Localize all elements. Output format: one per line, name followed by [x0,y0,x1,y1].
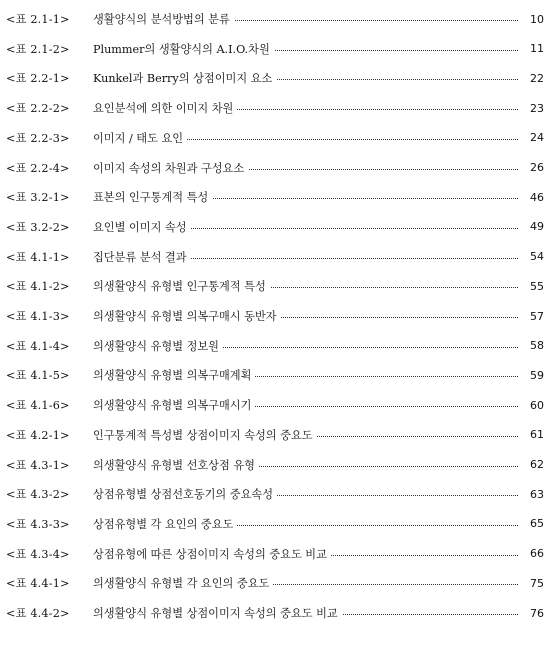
table-title: 요인분석에 의한 이미지 차원 [93,100,237,116]
table-title: 상점유형별 상점선호동기의 중요속성 [93,486,277,502]
table-number: <표 2.2-1> [6,72,70,86]
page-number: 55 [530,279,544,293]
page-number: 58 [530,339,544,353]
table-title: 상점유형에 따른 상점이미지 속성의 중요도 비교 [93,546,331,562]
page-number: 54 [530,250,544,264]
toc-row [0,275,552,297]
table-title: Plummer의 생활양식의 A.I.O.차원 [93,41,274,57]
toc-row [0,364,552,386]
table-number: <표 4.1-1> [6,250,70,264]
table-number: <표 4.3-2> [6,488,70,502]
toc-row [0,67,552,89]
page-number: 49 [530,220,544,234]
table-number: <표 4.1-4> [6,339,70,353]
table-title: 의생활양식 유형별 각 요인의 중요도 [93,575,273,591]
toc-row [0,335,552,357]
toc-row [0,543,552,565]
table-title: 의생활양식 유형별 의복구매시기 [93,397,255,413]
table-number: <표 4.2-1> [6,428,70,442]
toc-row [0,38,552,60]
table-title: 표본의 인구통계적 특성 [93,189,212,205]
page-number: 75 [530,576,544,590]
table-number: <표 4.1-5> [6,369,70,383]
page-number: 11 [530,42,544,56]
toc-row [0,97,552,119]
table-number: <표 4.4-2> [6,607,70,620]
page-number: 76 [530,606,544,620]
toc-row [0,186,552,208]
table-title: 인구통계적 특성별 상점이미지 속성의 중요도 [93,427,317,443]
table-number: <표 4.1-3> [6,310,70,323]
page-number: 60 [530,398,544,412]
page-number: 61 [530,428,544,442]
toc-row [0,602,552,624]
page-number: 65 [530,517,544,531]
table-title: 의생활양식 유형별 인구통계적 특성 [93,278,270,294]
table-title: 이미지 / 태도 요인 [93,130,187,146]
table-title: 의생활양식 유형별 의복구매시 동반자 [93,308,281,324]
table-title: Kunkel과 Berry의 상점이미지 요소 [93,70,276,86]
page-number: 24 [530,131,544,145]
table-title: 의생활양식 유형별 선호상점 유형 [93,457,259,473]
table-number: <표 4.3-3> [6,517,70,531]
table-title: 집단분류 분석 결과 [93,249,191,265]
table-number: <표 4.3-4> [6,547,70,561]
toc-row [0,424,552,446]
toc-row [0,246,552,268]
table-number: <표 2.2-2> [6,102,70,116]
toc-row [0,216,552,238]
table-title: 상점유형별 각 요인의 중요도 [93,516,237,532]
toc-row [0,572,552,594]
toc-row [0,483,552,505]
toc-row [0,513,552,535]
table-title: 의생활양식 유형별 상점이미지 속성의 중요도 비교 [93,605,342,621]
table-number: <표 2.1-2> [6,42,70,56]
table-number: <표 3.2-1> [6,191,70,205]
page-number: 63 [530,487,544,501]
table-number: <표 2.2-4> [6,161,70,175]
table-title: 요인별 이미지 속성 [93,219,191,235]
table-number: <표 4.4-1> [6,577,70,591]
toc-row [0,157,552,179]
table-title: 의생활양식 유형별 정보원 [93,338,223,354]
page-number: 66 [530,547,544,561]
table-number: <표 4.1-6> [6,399,70,413]
table-title: 의생활양식 유형별 의복구매계획 [93,367,255,383]
toc-row [0,454,552,476]
page-number: 46 [530,190,544,204]
page-number: 10 [530,12,544,26]
page-number: 59 [530,368,544,382]
table-title: 생활양식의 분석방법의 분류 [93,11,234,27]
toc-row [0,127,552,149]
table-title: 이미지 속성의 차원과 구성요소 [93,160,248,176]
page-number: 57 [530,309,544,323]
table-number: <표 2.2-3> [6,131,70,145]
page-number: 22 [530,71,544,85]
table-number: <표 3.2-2> [6,220,70,234]
toc-row [0,394,552,416]
table-number: <표 2.1-1> [6,13,70,26]
page-number: 26 [530,161,544,174]
toc-row [0,305,552,327]
page-number: 62 [530,458,544,471]
table-number: <표 4.1-2> [6,280,70,294]
page-number: 23 [530,101,544,115]
toc-row [0,8,552,30]
table-number: <표 4.3-1> [6,458,70,472]
